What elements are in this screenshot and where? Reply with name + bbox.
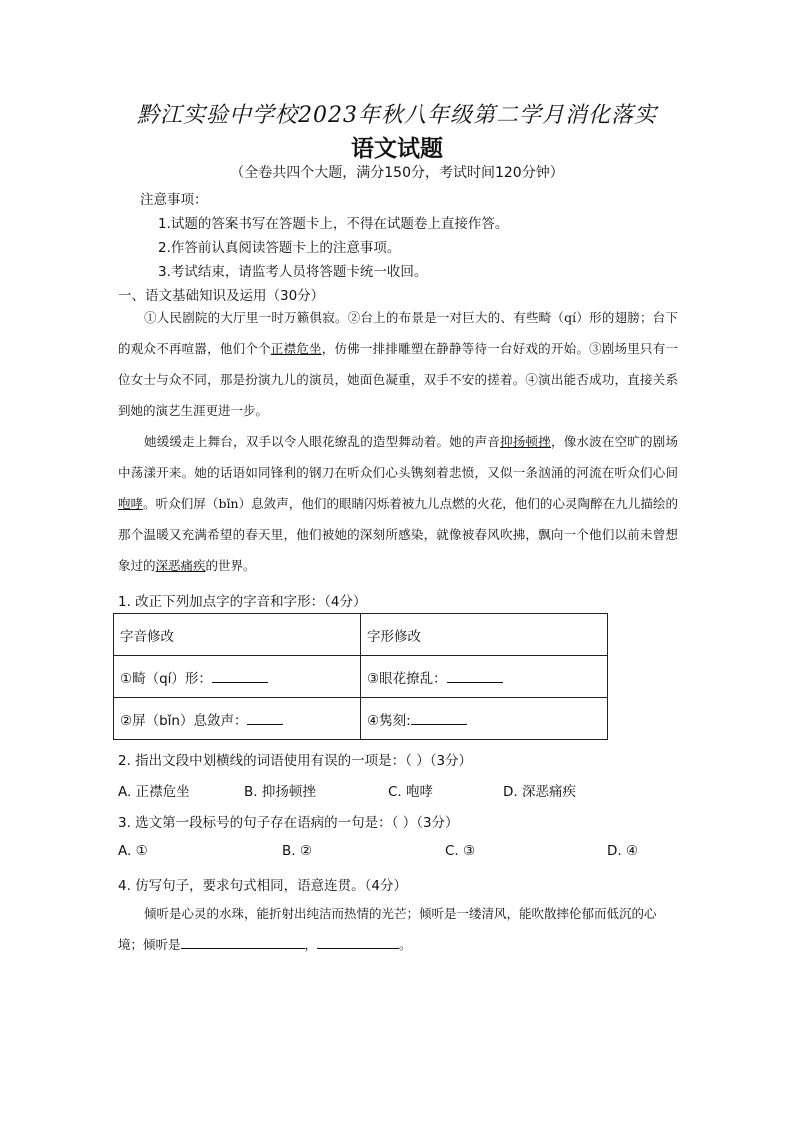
table-row: [114, 656, 608, 698]
school-title: 黔江实验中学校2023年秋八年级第二学月消化落实: [137, 103, 657, 128]
imitation-text: [118, 898, 678, 960]
section-1-heading: 一、语文基础知识及运用（30分）: [118, 288, 325, 304]
answer-blank[interactable]: [447, 668, 503, 683]
table-row: [114, 698, 608, 740]
question-2-prompt: 2. 指出文段中划横线的词语使用有误的一项是：（ ）（3分）: [118, 753, 473, 769]
subject-title: 语文试题: [351, 136, 443, 162]
table-cell: [361, 698, 608, 740]
p1-text-b: ，仿佛一排排雕塑在静静等待一台好戏的开始。③剧场里只有一位女士与众不同，那是扮演九儿的演员，她面色凝重，双手不安的搓着。④演出能否成功，直接关系到她的演艺生涯更进一步。: [118, 341, 678, 418]
p2-text-d: 的世界。: [205, 558, 256, 573]
passage-paragraph-2: [118, 426, 678, 581]
underlined-word-3: 咆哮: [118, 496, 144, 511]
answer-blank[interactable]: [411, 710, 467, 725]
separator: ，: [304, 937, 318, 952]
q3-option-c[interactable]: C. ③: [445, 843, 476, 859]
correction-table: [113, 613, 608, 740]
table-row: [114, 614, 608, 656]
q2-option-d[interactable]: D. 深恶痛疾: [503, 784, 576, 800]
cell-label: ③眼花撩乱：: [367, 670, 447, 687]
p2-text-c: 。听众们屏（bǐn）息敛声，他们的眼睛闪烁着被九儿点燃的火花，他们的心灵陶醉在九儿描绘的那个温暖又充满希望的春天里，他们被她的深刻所感染，就像被春风吹拂，飘向一个他们以前未曾想象过的: [118, 496, 678, 573]
q3-option-b[interactable]: B. ②: [282, 843, 312, 859]
answer-blank[interactable]: [247, 710, 283, 725]
underlined-word-4: 深恶痛疾: [155, 558, 206, 573]
cell-label: ②屏（bǐn）息敛声：: [120, 712, 248, 729]
notes-heading: 注意事项：: [140, 192, 208, 208]
end-mark: 。: [399, 937, 412, 952]
table-cell: [114, 656, 361, 698]
table-cell: [114, 698, 361, 740]
p2-text-b: ，像水波在空旷的剧场中荡漾开来。她的话语如同锋利的钢刀在听众们心头镌刻着悲愤，又似一条汹涌的河流在听众们心间: [118, 434, 678, 480]
question-1-prompt: 1. 改正下列加点字的字音和字形：（4分）: [118, 594, 367, 610]
answer-blank-1[interactable]: [181, 934, 305, 949]
note-item-2: 2.作答前认真阅读答题卡上的注意事项。: [158, 240, 401, 256]
cell-label: ①畸（qí）形：: [120, 670, 212, 687]
p1-text-a: ①人民剧院的大厅里一时万籁俱寂。②台上的布景是一对巨大的、有些畸（qí）形的翅膀；台下的观众不再喧嚣，他们个个: [118, 310, 678, 356]
imitation-lead: 倾听是心灵的水珠，能折射出纯洁而热情的光芒；倾听是一缕清风，能吹散摔伦郁而低沉的心境；倾听是: [118, 906, 657, 952]
q2-option-c[interactable]: C. 咆哮: [388, 784, 434, 800]
underlined-word-1: 正襟危坐: [270, 341, 322, 356]
exam-info: （全卷共四个大题，满分150分，考试时间120分钟）: [230, 165, 564, 181]
note-item-1: 1.试题的答案书写在答题卡上，不得在试题卷上直接作答。: [158, 216, 509, 232]
table-header-left: 字音修改: [114, 614, 361, 656]
answer-blank[interactable]: [212, 668, 268, 683]
question-4-prompt: 4. 仿写句子，要求句式相同，语意连贯。（4分）: [118, 878, 408, 894]
note-item-3: 3.考试结束，请监考人员将答题卡统一收回。: [158, 264, 428, 280]
underlined-word-2: 抑扬顿挫: [500, 434, 551, 449]
q3-option-a[interactable]: A. ①: [118, 843, 148, 859]
passage-paragraph-1: [118, 302, 678, 426]
table-cell: [361, 656, 608, 698]
reading-passage: [118, 302, 678, 581]
imitation-sentence: [118, 898, 678, 960]
answer-blank-2[interactable]: [317, 934, 399, 949]
q2-option-b[interactable]: B. 抑扬顿挫: [244, 784, 316, 800]
q2-option-a[interactable]: A. 正襟危坐: [118, 784, 190, 800]
p2-text-a: 她缓缓走上舞台，双手以令人眼花缭乱的造型舞动着。她的声音: [144, 434, 501, 449]
question-3-prompt: 3. 选文第一段标号的句子存在语病的一句是：（ ）（3分）: [118, 815, 459, 831]
table-header-right: 字形修改: [361, 614, 608, 656]
cell-label: ④隽刻:: [367, 712, 411, 729]
q3-option-d[interactable]: D. ④: [607, 843, 639, 859]
